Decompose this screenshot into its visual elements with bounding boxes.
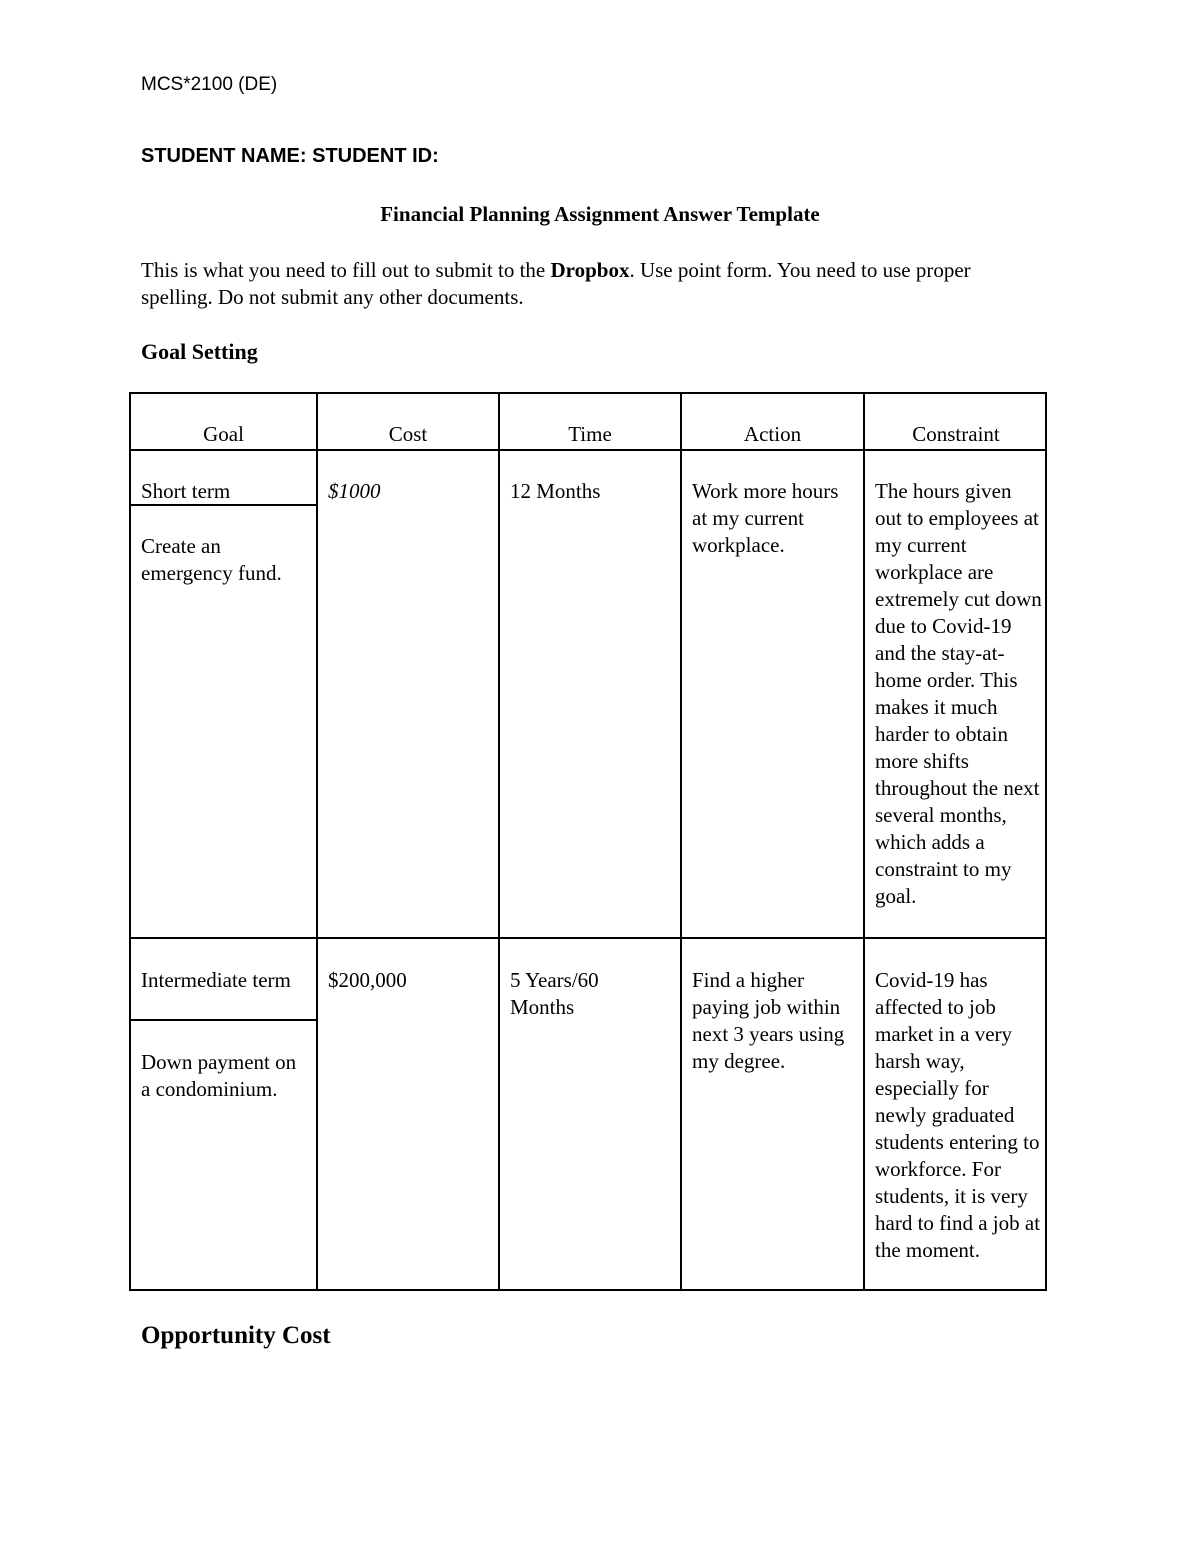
row1-time: 12 Months xyxy=(510,479,601,503)
course-code: MCS*2100 (DE) xyxy=(141,74,278,95)
section-heading-opportunity-cost: Opportunity Cost xyxy=(141,1322,331,1349)
column-divider xyxy=(498,394,500,1289)
row1-term: Short term xyxy=(141,479,231,503)
instructions-paragraph xyxy=(141,257,1041,311)
header-goal: Goal xyxy=(203,422,244,446)
column-divider xyxy=(680,394,682,1289)
row2-term: Intermediate term xyxy=(141,968,291,992)
row1-cost: $1000 xyxy=(328,479,381,503)
goal-subdivider xyxy=(131,1019,317,1021)
header-cost: Cost xyxy=(388,422,428,446)
header-action: Action xyxy=(743,422,802,446)
column-divider xyxy=(863,394,865,1289)
row2-action: Find a higher paying job within next 3 years using my degree. xyxy=(692,968,845,1073)
header-constraint: Constraint xyxy=(912,422,1000,446)
row-divider xyxy=(131,937,1045,939)
row2-constraint: Covid-19 has affected to job market in a very harsh way, especially for newly graduated students entering to workforce. For students, it is very hard to find a job at the moment. xyxy=(875,968,1041,1262)
instructions-text-1: This is what you need to fill out to submit to the xyxy=(141,258,551,282)
document-title: Financial Planning Assignment Answer Template xyxy=(380,202,820,226)
student-name-id-line: STUDENT NAME: STUDENT ID: xyxy=(141,145,439,167)
row1-action: Work more hours at my current workplace. xyxy=(692,479,839,557)
row2-goal: Down payment on a condominium. xyxy=(141,1050,297,1101)
row1-constraint: The hours given out to employees at my current workplace are extremely cut down due to Covid-19 and the stay-at-home order. This makes it much harder to obtain more shifts throughout the next several months, which adds a constraint to my goal. xyxy=(875,479,1042,908)
row1-goal: Create an emergency fund. xyxy=(141,534,282,585)
instructions-dropbox: Dropbox xyxy=(550,258,630,282)
row-divider xyxy=(131,449,1045,451)
header-time: Time xyxy=(568,422,612,446)
row2-cost: $200,000 xyxy=(328,968,407,992)
row2-time: 5 Years/60 Months xyxy=(510,968,599,1019)
goal-table xyxy=(129,392,1047,1291)
column-divider xyxy=(316,394,318,1289)
instructions-text-2: . Use point form. You need to use proper spelling. Do not submit any other documents. xyxy=(141,258,971,309)
section-heading-goal-setting: Goal Setting xyxy=(141,339,258,364)
